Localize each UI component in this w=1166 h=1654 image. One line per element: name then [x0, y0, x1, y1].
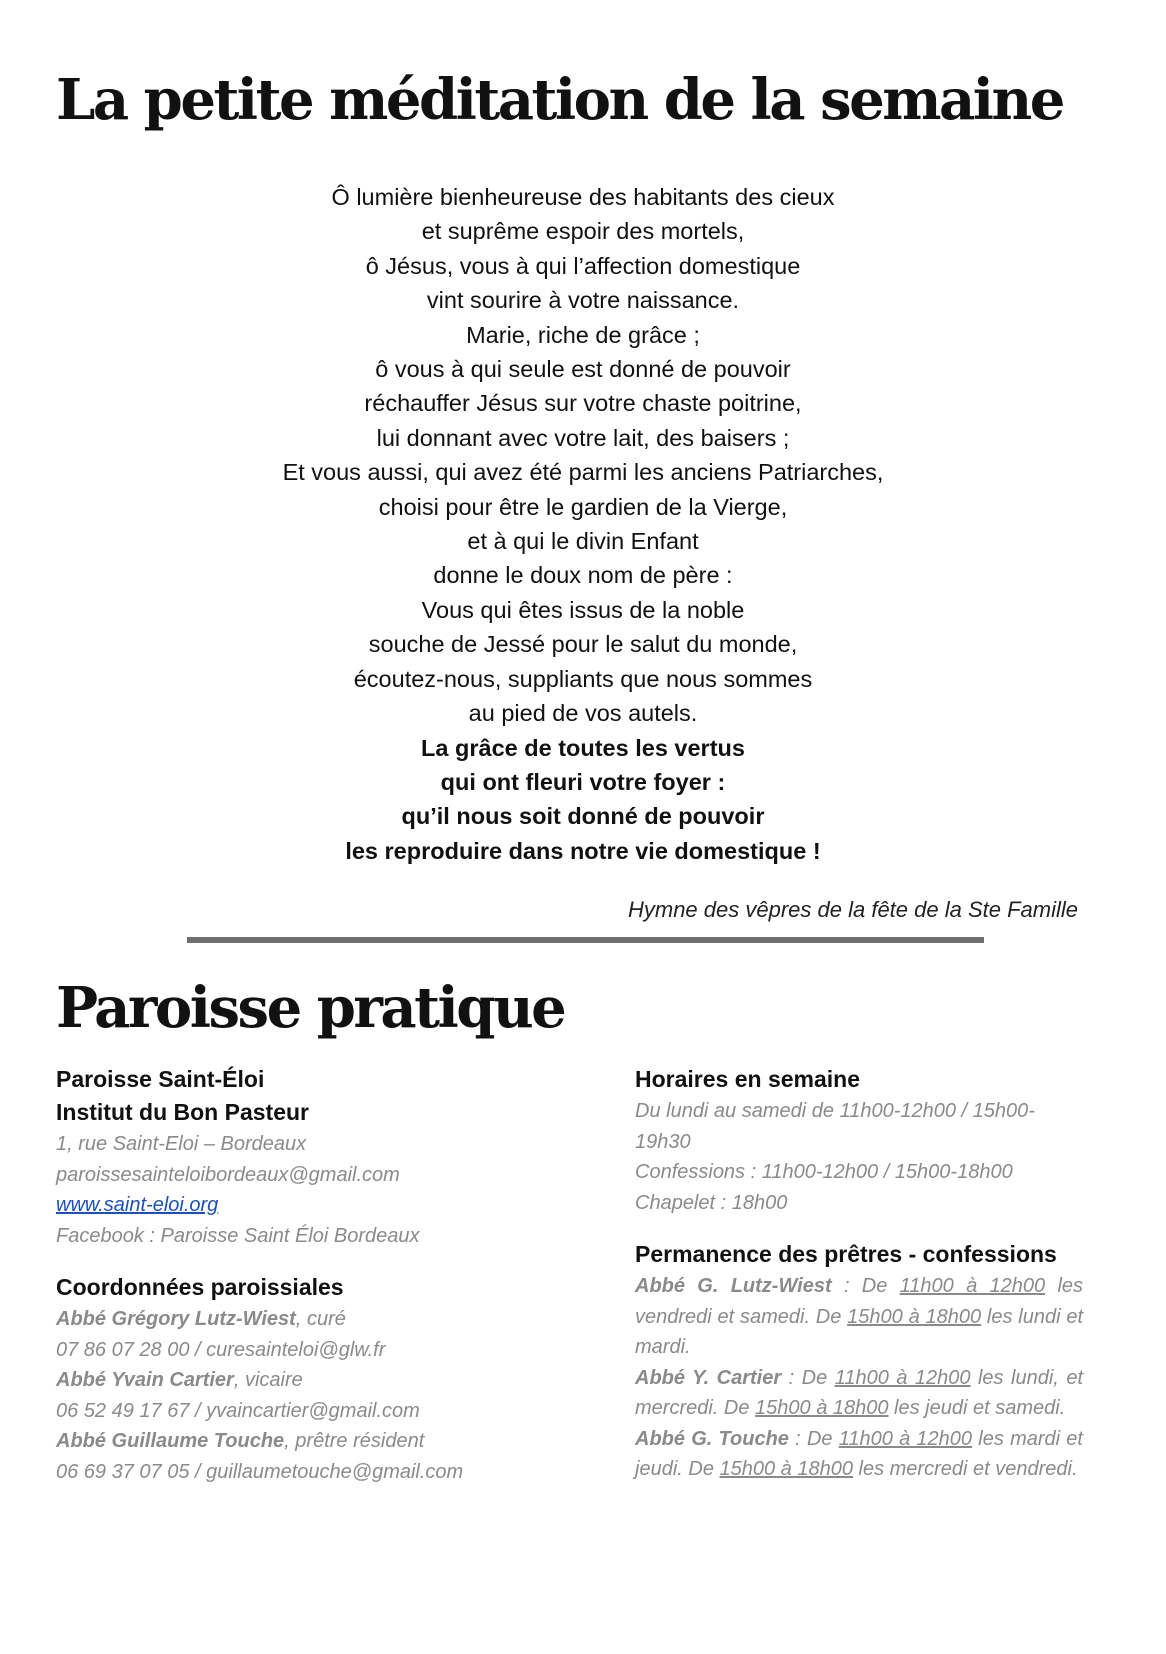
weekday-hours-heading: Horaires en semaine [635, 1066, 861, 1092]
weekday-opening-cont: 19h30 [635, 1130, 691, 1153]
hymn-line: écoutez-nous, suppliants que nous sommes [353, 665, 813, 692]
hymn-line: choisi pour être le gardien de la Vierge, [378, 493, 788, 520]
time-range: 11h00 à 12h00 [899, 1275, 1046, 1297]
section-divider [187, 937, 984, 943]
hymn-line: Vous qui êtes issus de la noble [421, 596, 745, 623]
contact-person [56, 1365, 576, 1396]
contact-name: Abbé Guillaume Touche [56, 1430, 285, 1452]
parish-institute: Institut du Bon Pasteur [56, 1099, 309, 1125]
time-range: 15h00 à 18h00 [719, 1458, 853, 1480]
contact-role: , prêtre résident [284, 1430, 425, 1452]
priest-name: Abbé G. Lutz-Wiest [635, 1275, 832, 1297]
contact-details: 07 86 07 28 00 / curesainteloi@glw.fr [56, 1338, 386, 1361]
entry-text: les mercredi et vendredi. [852, 1458, 1078, 1480]
parish-facebook: Facebook : Paroisse Saint Éloi Bordeaux [56, 1224, 420, 1247]
parish-email: paroissesainteloibordeaux@gmail.com [56, 1163, 400, 1186]
schedule-column [635, 1063, 1083, 1485]
entry-text: les lundi, et mercredi. De [635, 1366, 1084, 1419]
contacts-heading: Coordonnées paroissiales [56, 1274, 344, 1300]
hymn-line: et suprême espoir des mortels, [421, 218, 745, 245]
contact-details: 06 69 37 07 05 / guillaumetouche@gmail.com [56, 1460, 464, 1483]
hymn-text [0, 180, 1166, 868]
hymn-line: ô vous à qui seule est donné de pouvoir [375, 356, 791, 383]
hymn-bold-line: qu’il nous soit donné de pouvoir [401, 803, 765, 830]
hymn-line: Marie, riche de grâce ; [466, 321, 700, 348]
hymn-bold-line: qui ont fleuri votre foyer : [440, 768, 726, 795]
weekday-opening: Du lundi au samedi de 11h00-12h00 / 15h00- [635, 1100, 1035, 1122]
time-range: 11h00 à 12h00 [834, 1366, 971, 1389]
hymn-bold-line: La grâce de toutes les vertus [421, 734, 745, 761]
entry-text: : De [831, 1275, 900, 1297]
hymn-line: souche de Jessé pour le salut du monde, [368, 631, 798, 658]
hymn-bold-line: les reproduire dans notre vie domestique ! [345, 837, 821, 864]
weekday-confessions: Confessions : 11h00-12h00 / 15h00-18h00 [635, 1161, 1013, 1183]
hymn-line: Et vous aussi, qui avez été parmi les anciens Patriarches, [282, 459, 884, 486]
meditation-title: La petite méditation de la semaine [56, 67, 1063, 133]
entry-text: les mardi et jeudi. De [635, 1427, 1083, 1480]
spacer [56, 1251, 576, 1271]
entry-text: les lundi et mardi. [635, 1305, 1084, 1358]
parish-info-column [56, 1063, 576, 1487]
permanence-entry [635, 1271, 1083, 1363]
parish-address: 1, rue Saint-Eloi – Bordeaux [56, 1133, 307, 1155]
permanence-heading: Permanence des prêtres - confessions [635, 1241, 1057, 1267]
entry-text: les vendredi et samedi. De [635, 1275, 1084, 1328]
time-range: 15h00 à 18h00 [755, 1397, 889, 1419]
hymn-attribution: Hymne des vêpres de la fête de la Ste Famille [627, 897, 1078, 922]
contact-name: Abbé Yvain Cartier [56, 1369, 234, 1391]
entry-text: : De [788, 1427, 839, 1450]
contact-role: , vicaire [233, 1369, 303, 1391]
contact-name: Abbé Grégory Lutz-Wiest [56, 1308, 296, 1330]
time-range: 11h00 à 12h00 [838, 1427, 973, 1450]
hymn-line: Ô lumière bienheureuse des habitants des cieux [331, 184, 835, 210]
permanence-entry [635, 1424, 1083, 1485]
permanence-entry [635, 1363, 1083, 1424]
practical-title: Paroisse pratique [56, 975, 565, 1041]
hymn-line: et à qui le divin Enfant [467, 528, 699, 555]
contact-person [56, 1304, 576, 1335]
priest-name: Abbé Y. Cartier [635, 1366, 782, 1389]
time-range: 15h00 à 18h00 [847, 1305, 982, 1328]
hymn-line: donne le doux nom de père : [433, 562, 733, 589]
hymn-line: au pied de vos autels. [468, 700, 698, 727]
entry-text: : De [781, 1366, 835, 1389]
priest-name: Abbé G. Touche [635, 1427, 789, 1450]
spacer [635, 1218, 1083, 1238]
contact-role: , curé [295, 1308, 346, 1330]
contact-details: 06 52 49 17 67 / yvaincartier@gmail.com [56, 1399, 420, 1422]
contact-person [56, 1426, 576, 1457]
hymn-line: vint sourire à votre naissance. [426, 287, 740, 314]
hymn-line: réchauffer Jésus sur votre chaste poitrine, [364, 390, 802, 417]
parish-website-link[interactable]: www.saint-eloi.org [56, 1194, 219, 1216]
hymn-line: ô Jésus, vous à qui l’affection domestique [365, 252, 801, 279]
parish-website-line [56, 1190, 576, 1221]
hymn-line: lui donnant avec votre lait, des baisers ; [376, 424, 790, 451]
entry-text: les jeudi et samedi. [888, 1397, 1066, 1419]
parish-name: Paroisse Saint-Éloi [56, 1066, 265, 1092]
weekday-rosary: Chapelet : 18h00 [635, 1191, 788, 1214]
